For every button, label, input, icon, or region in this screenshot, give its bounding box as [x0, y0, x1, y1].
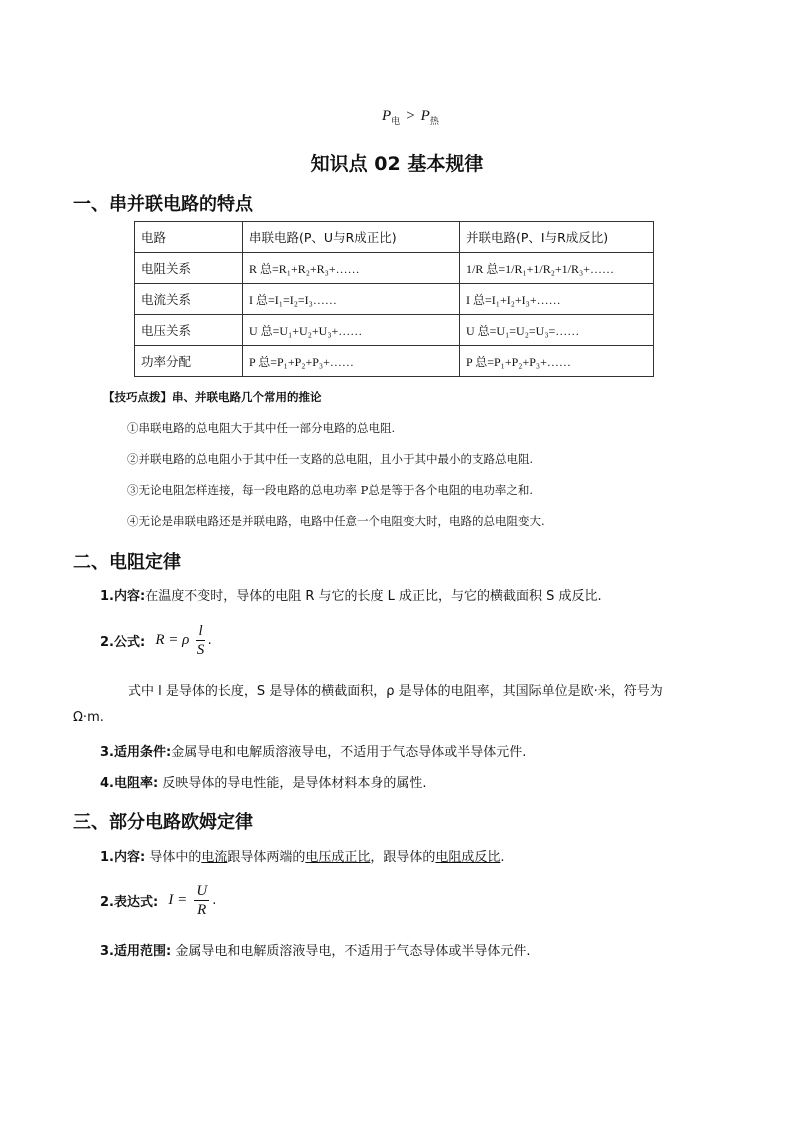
table-cell: P 总=P₁+P₂+P₃+……	[460, 346, 654, 377]
resistivity-definition	[100, 772, 426, 791]
expression-lhs: I =	[168, 892, 188, 908]
content-text: 导体中的	[145, 850, 202, 865]
table-row	[135, 346, 654, 377]
formula-sub-heat: 热	[429, 116, 439, 126]
table-row	[135, 253, 654, 284]
formula-numerator: l	[198, 623, 203, 639]
expression-end: .	[212, 893, 217, 908]
formula-label: 2.公式:	[100, 635, 146, 650]
table-header-row	[135, 222, 654, 253]
table-cell: U 总=U₁=U₂=U₃=……	[460, 315, 654, 346]
table-header-cell: 电路	[135, 222, 243, 253]
underlined-resistance-inverse: 电阻成反比	[435, 850, 501, 865]
formula-lhs: R = ρ	[155, 632, 190, 648]
content-text: 在温度不变时，导体的电阻 R 与它的长度 L 成正比，与它的横截面积 S 成反比.	[145, 589, 602, 604]
formula-denominator: S	[196, 642, 205, 658]
tip-item: ①串联电路的总电阻大于其中任一部分电路的总电阻.	[127, 421, 396, 435]
ohms-law-expression	[100, 882, 216, 919]
expression-label: 2.表达式:	[100, 895, 159, 910]
section-heading-resistance-law: 二、电阻定律	[73, 552, 181, 573]
formula-sub-electric: 电	[391, 116, 401, 126]
table-cell: I 总=I₁=I₂=I₃……	[243, 284, 460, 315]
resistance-law-content	[100, 585, 602, 604]
content-label: 1.内容:	[100, 850, 146, 865]
ohms-law-content	[100, 846, 505, 865]
table-cell: P 总=P₁+P₂+P₃+……	[243, 346, 460, 377]
formula-p-heat: P	[420, 108, 430, 124]
table-row	[135, 284, 654, 315]
content-text: .	[500, 850, 505, 865]
content-text: 跟导体两端的	[227, 850, 306, 865]
formula-explanation-cont: Ω·m.	[73, 710, 104, 725]
resistance-formula	[100, 622, 212, 659]
range-label: 3.适用范围:	[100, 944, 172, 959]
conditions-text: 金属导电和电解质溶液导电，不适用于气态导体或半导体元件.	[171, 745, 527, 760]
power-comparison-formula	[382, 108, 439, 127]
resistivity-text: 反映导体的导电性能，是导体材料本身的属性.	[158, 776, 427, 791]
conditions-label: 3.适用条件:	[100, 745, 172, 760]
table-cell: R 总=R₁+R₂+R₃+……	[243, 253, 460, 284]
expression-numerator: U	[196, 883, 208, 899]
table-cell: 电阻关系	[135, 253, 243, 284]
table-cell: 功率分配	[135, 346, 243, 377]
page-title: 知识点 02 基本规律	[310, 153, 484, 175]
section-heading-ohms-law: 三、部分电路欧姆定律	[73, 812, 253, 833]
content-text: ，跟导体的	[370, 850, 436, 865]
table-cell: 电流关系	[135, 284, 243, 315]
table-header-cell: 串联电路(P、U与R成正比)	[243, 222, 460, 253]
table-header-cell: 并联电路(P、I与R成反比)	[460, 222, 654, 253]
formula-fraction	[196, 622, 204, 659]
table-cell: U 总=U₁+U₂+U₃+……	[243, 315, 460, 346]
table-cell: 电压关系	[135, 315, 243, 346]
formula-gt: >	[406, 108, 415, 124]
ohms-law-range	[100, 940, 530, 959]
tip-item: ③无论电阻怎样连接，每一段电路的总电功率 P总是等于各个电阻的电功率之和.	[127, 483, 534, 497]
formula-p-electric: P	[382, 108, 392, 124]
expression-fraction	[194, 882, 209, 919]
table-cell: I 总=I₁+I₂+I₃+……	[460, 284, 654, 315]
range-text: 金属导电和电解质溶液导电，不适用于气态导体或半导体元件.	[171, 944, 531, 959]
resistance-conditions	[100, 741, 526, 760]
expression-denominator: R	[197, 902, 207, 918]
resistivity-label: 4.电阻率:	[100, 776, 159, 791]
formula-explanation: 式中 l 是导体的长度，S 是导体的横截面积，ρ 是导体的电阻率，其国际单位是欧·米，符号为	[128, 684, 663, 699]
circuit-rules-table	[134, 221, 654, 377]
content-label: 1.内容:	[100, 589, 146, 604]
formula-end: .	[207, 633, 212, 648]
tip-item: ④无论是串联电路还是并联电路，电路中任意一个电阻变大时，电路的总电阻变大.	[127, 514, 545, 528]
table-row	[135, 315, 654, 346]
tips-title: 【技巧点拨】串、并联电路几个常用的推论	[103, 390, 322, 404]
table-cell: 1/R 总=1/R₁+1/R₂+1/R₃+……	[460, 253, 654, 284]
underlined-voltage-proportional: 电压成正比	[305, 850, 371, 865]
section-heading-series-parallel: 一、串并联电路的特点	[73, 194, 253, 215]
tip-item: ②并联电路的总电阻小于其中任一支路的总电阻，且小于其中最小的支路总电阻.	[127, 452, 534, 466]
underlined-current: 电流	[201, 850, 228, 865]
